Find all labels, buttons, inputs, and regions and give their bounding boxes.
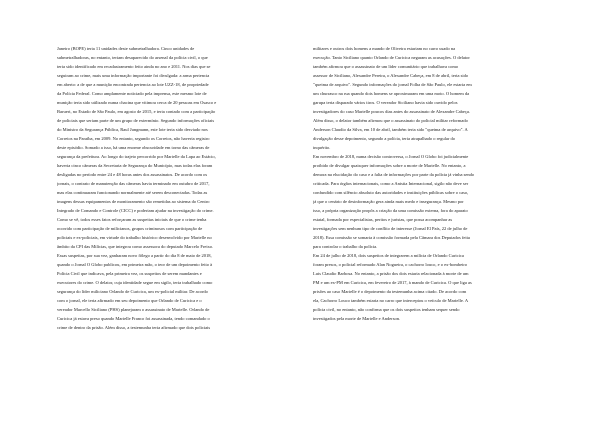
text-line: um churrasco na rua quando dois homens se aproximaram em uma moto. O homem da	[313, 91, 470, 96]
text-line: Janeiro (BOPE) teria 11 unidades deste submetralhadora. Cinco unidades de	[57, 46, 195, 51]
text-line: quando o Jornal O Globo publicou, em primeira mão, o teor de um depoimento feito à	[57, 262, 213, 267]
text-line: com o jornal, ele teria afirmado em seu depoimento que Orlando de Curicica e o	[57, 298, 202, 303]
text-line: investigados pela morte de Marielle e Anderson.	[313, 316, 401, 321]
text-line: jornais, o contrato de manutenção das câmeras havia terminado em outubro de 2017,	[57, 181, 210, 186]
text-line: Essas suspeitas, por sua vez, ganharam novo fôlego a partir do dia 8 de maio de 2018,	[57, 253, 212, 258]
text-line: Polícia Civil que indicava, pela primeira vez, os suspeitos de serem mandantes e	[57, 271, 202, 276]
text-line: 2018). Essa comissão se somaria à comissão formada pela Câmara dos Deputados feita	[313, 235, 470, 240]
text-line: haveria cinco câmeras da Secretaria de Segurança do Município, mas todas elas foram	[57, 163, 213, 168]
text-line: mas elas continuaram funcionando normalmente até serem desconectadas. Todas as	[57, 190, 208, 195]
text-line: PM e um ex-PM em Curicica, em fevereiro de 2017, à mando de Curicica. O que liga as	[313, 280, 472, 285]
text-line: para controlar o trabalho da polícia.	[313, 244, 378, 249]
text-line: Correios na Paraíba, em 2009. No entanto, segundo os Correios, não haveria registro	[57, 136, 210, 141]
text-line: deste episódio. Somado a isso, há uma enorme obscuridade em torno das câmeras de	[57, 145, 210, 150]
text-line: também afirmou que o assassinato de um líder comunitário que trabalhava como	[313, 64, 459, 69]
text-line: imagens dessas equipamentos de monitoramento são remetidas ao sistema do Centro	[57, 199, 210, 204]
text-line: isso, a própria organização propôs a criação da uma comissão externa, fora do aparato	[313, 208, 468, 213]
text-line: executores do crime. O delator, cuja identidade segue em sigilo, teria trabalhado como	[57, 280, 213, 285]
text-line: assessor de Siciliano, Alexandre Pereira, o Alexandre Cabeça, em 8 de abril, teria sido	[313, 73, 469, 78]
text-line: submetralhadoras, no entanto, teriam desaparecido do arsenal da polícia civil, o que	[57, 55, 208, 60]
text-line: investigadores do caso Marielle poucos dias antes do assassinato de Alexandre Cabeça.	[313, 109, 470, 114]
text-line: criticada. Para órgãos internacionais, como a Anistia Internacional, sigilo não deve ser	[313, 181, 469, 186]
text-line: "queima de arquivo". Segundo informações do jornal Folha de São Paulo, ele estaria em	[313, 82, 472, 87]
text-line: Luis Claudio Barbosa. No entanto, a prisão dos dois estaria relacionada à morte de um	[313, 271, 469, 276]
text-line: execução. Tanto Siciliano quanto Orlando de Curicica negaram as acusações. O delator	[313, 55, 470, 60]
text-line: munição teria sido utilizado numa chacina que vitimou cerca de 20 pessoas em Osasco e	[57, 100, 217, 105]
right-column	[313, 44, 553, 323]
text-line: em aberto: a de que a munição encontrada pertencia ao lote UZZ-18, de propriedade	[57, 82, 209, 87]
text-line: ela, Cachorro Louco também estaria no carro que interceptou o veículo de Marielle. A	[313, 298, 469, 303]
text-line: segurança da prefeitura. Ao longo do trajeto percorrido por Marielle da Lapa ao Estácio,	[57, 154, 216, 159]
text-line: proibido de divulgar quaisquer informações sobre a morte de Marielle. No entanto, a	[313, 163, 466, 168]
text-line: Integrado de Comando e Controle (CICC) e poderiam ajudar na investigação do crime.	[57, 208, 214, 213]
text-line: já que o cenário de desinformação gera ainda mais medo e insegurança. Mesmo por	[313, 199, 464, 204]
text-line: Em 24 de julho de 2018, dois suspeitos de integrarem a milícia de Orlando Curicica	[313, 253, 464, 258]
text-line: policiais e ex-policiais, em virtude do trabalho histórico desenvolvido por Marielle no	[57, 235, 212, 240]
text-line: estatal, formada por especialistas, peritos e juristas, que possa acompanhar as	[313, 217, 453, 222]
text-line: crime de dentro da prisão. Além disso, a testemunha teria afirmado que dois policiais	[57, 325, 211, 330]
text-line: Curicica já estava preso quando Marielle Franco foi assassinada, tendo comandado o	[57, 316, 210, 321]
text-line: garupa teria disparado vários tiros. O vereador Siciliano havia sido ouvido pelos	[313, 100, 458, 105]
text-line: Barueri, no Estado de São Paulo, em agosto de 2015, e teria contado com a participação	[57, 109, 216, 114]
text-line: inquérito.	[313, 145, 331, 150]
text-line: teria sido identificado em recadastramento feito ainda no ano e 2011. Nos dias que se	[57, 64, 211, 69]
text-line: desligadas no período entre 24 e 48 horas antes dos assassinatos. De acordo com os	[57, 172, 208, 177]
text-line: Em novembro de 2018, numa decisão controversa, o Jornal O Globo foi judicialmente	[313, 154, 469, 159]
text-line: polícia civil, no entanto, não confirma que os dois suspeitos tenham sequer sendo	[313, 307, 460, 312]
text-line: Além disso, o delator também afirmou que o assassinato do policial militar reformado	[313, 118, 468, 123]
text-line: Como se vê, todos esses fatos reforçaram as suspeitas iniciais de que o crime tenha	[57, 217, 207, 222]
text-line: foram presos, o policial reformado Alan Nogueira, o cachorro louco, e o ex-bombeiro	[313, 262, 468, 267]
text-line: prisões ao caso Marielle é o depoimento da testemunha acima citado. De acordo com	[313, 289, 467, 294]
text-line: investigações sem nenhum tipo de conflito de interesse (Jornal El País, 22 de julho de	[313, 226, 468, 231]
text-line: Anderson Claudio da Silva, em 10 de abril, também teria sido "queima de arquivo". A	[313, 127, 468, 132]
text-line: do Ministro da Segurança Pública, Raul Jungmann, este lote teria sido desviado nos	[57, 127, 208, 132]
text-line: ocorrido com participação de milicianos, grupos criminosos com participação de	[57, 226, 203, 231]
text-line: âmbito da CPI das Milícias, que integrou como assessora do deputado Marcelo Freixo.	[57, 244, 214, 249]
text-line: da Polícia Federal. Como amplamente noticiado pela imprensa, este mesmo lote de	[57, 91, 207, 96]
text-line: seguiram ao crime, mais uma informação importante foi divulgada: a arma pertencia	[57, 73, 210, 78]
text-line: vereador Marcello Siciliano (PHS) planejaram o assassinato de Marielle. Orlando de	[57, 307, 210, 312]
text-line: segurança do líder miliciano Orlando de Curicica, um ex-policial militar. De acordo	[57, 289, 208, 294]
text-line: de policiais que seriam parte de um grupo de extermínio. Segundo informações oficiais	[57, 118, 215, 123]
text-line: divulgação desse depoimento, segundo a polícia, teria atrapalhado o regular do	[313, 136, 455, 141]
text-line: confundido com silêncio absoluto das autoridades e instituições públicas sobre o caso,	[313, 190, 469, 195]
text-line: demora na elucidação do caso e a falta de informações por parte da polícia já vinha sendo	[313, 172, 475, 177]
text-line: militares e outros dois homens a mando de Oliveira estariam no carro usado na	[313, 46, 456, 51]
left-column	[57, 44, 297, 332]
